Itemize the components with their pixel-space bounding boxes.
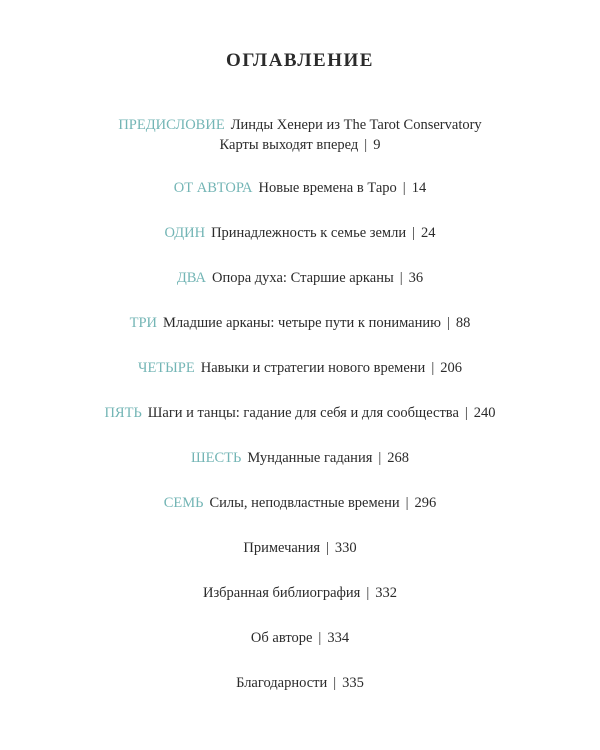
toc-entry-label: СЕМЬ: [163, 495, 204, 511]
toc-entry-text: Примечания: [243, 540, 320, 556]
toc-entry-chapter-two[interactable]: [0, 268, 600, 288]
toc-entry-page: 24: [421, 225, 436, 241]
toc-entry-chapter-six[interactable]: [0, 448, 600, 468]
toc-entry-author-note[interactable]: [0, 178, 600, 198]
toc-entry-chapter-three[interactable]: [0, 313, 600, 333]
toc-entry-chapter-one[interactable]: [0, 223, 600, 243]
toc-entry-page: 268: [387, 450, 410, 466]
page-separator: |: [364, 137, 368, 153]
toc-entry-page: 335: [342, 675, 364, 691]
toc-entry-chapter-seven[interactable]: [0, 493, 600, 513]
toc-entry-label: ОДИН: [164, 225, 206, 241]
toc-entry-text: Линды Хенери из The Tarot Conservatory: [230, 117, 482, 133]
toc-entry-text: Об авторе: [250, 630, 313, 646]
toc-entry-acknowledgements[interactable]: [0, 673, 600, 693]
toc-entry-text: Принадлежность к семье земли: [211, 225, 407, 241]
page-separator: |: [431, 360, 435, 376]
toc-entry-label: ШЕСТЬ: [190, 450, 242, 466]
toc-list: [0, 115, 600, 718]
toc-entry-notes[interactable]: [0, 538, 600, 558]
toc-entry-page: 36: [408, 270, 424, 286]
toc-entry-label: ПРЕДИСЛОВИЕ: [118, 117, 225, 133]
toc-entry-text: Мунданные гадания: [247, 450, 373, 466]
toc-entry-text: Младшие арканы: четыре пути к пониманию: [163, 315, 441, 331]
toc-entry-text: Благодарности: [236, 675, 328, 691]
toc-entry-page: 206: [440, 360, 462, 376]
page-separator: |: [412, 225, 416, 241]
toc-entry-about-author[interactable]: [0, 628, 600, 648]
toc-entry-label: ДВА: [176, 270, 207, 286]
page-separator: |: [464, 405, 468, 421]
page-separator: |: [378, 450, 382, 466]
toc-entry-subtitle: Карты выходят вперед: [219, 137, 359, 153]
toc-entry-label: ПЯТЬ: [104, 405, 142, 421]
page-separator: |: [366, 585, 370, 601]
toc-entry-page: 9: [373, 137, 381, 153]
toc-entry-bibliography[interactable]: [0, 583, 600, 603]
toc-entry-page: 296: [414, 495, 437, 511]
page-separator: |: [399, 270, 403, 286]
toc-entry-text: Новые времена в Таро: [258, 180, 397, 196]
page-title: ОГЛАВЛЕНИЕ: [226, 50, 374, 71]
toc-entry-label: ТРИ: [129, 315, 158, 331]
toc-entry-page: 332: [375, 585, 398, 601]
toc-entry-text: Навыки и стратегии нового времени: [200, 360, 426, 376]
page-separator: |: [405, 495, 409, 511]
toc-entry-page: 88: [455, 315, 471, 331]
page-separator: |: [326, 540, 329, 556]
toc-entry-label: ЧЕТЫРЕ: [138, 360, 195, 376]
toc-entry-page: 334: [327, 630, 350, 646]
page-separator: |: [446, 315, 450, 331]
toc-entry-chapter-five[interactable]: [0, 403, 600, 423]
toc-entry-label: ОТ АВТОРА: [173, 180, 253, 196]
toc-entry-foreword[interactable]: [0, 115, 600, 155]
toc-entry-page: 240: [473, 405, 496, 421]
toc-entry-chapter-four[interactable]: [0, 358, 600, 378]
toc-entry-text: Избранная библиография: [202, 585, 361, 601]
toc-entry-text: Шаги и танцы: гадание для себя и для сообщества: [147, 405, 459, 421]
page-separator: |: [318, 630, 322, 646]
toc-entry-page: 14: [411, 180, 427, 196]
toc-entry-text: Силы, неподвластные времени: [209, 495, 400, 511]
toc-entry-text: Опора духа: Старшие арканы: [212, 270, 394, 286]
toc-entry-page: 330: [334, 540, 357, 556]
page-separator: |: [402, 180, 406, 196]
page-separator: |: [333, 675, 337, 691]
